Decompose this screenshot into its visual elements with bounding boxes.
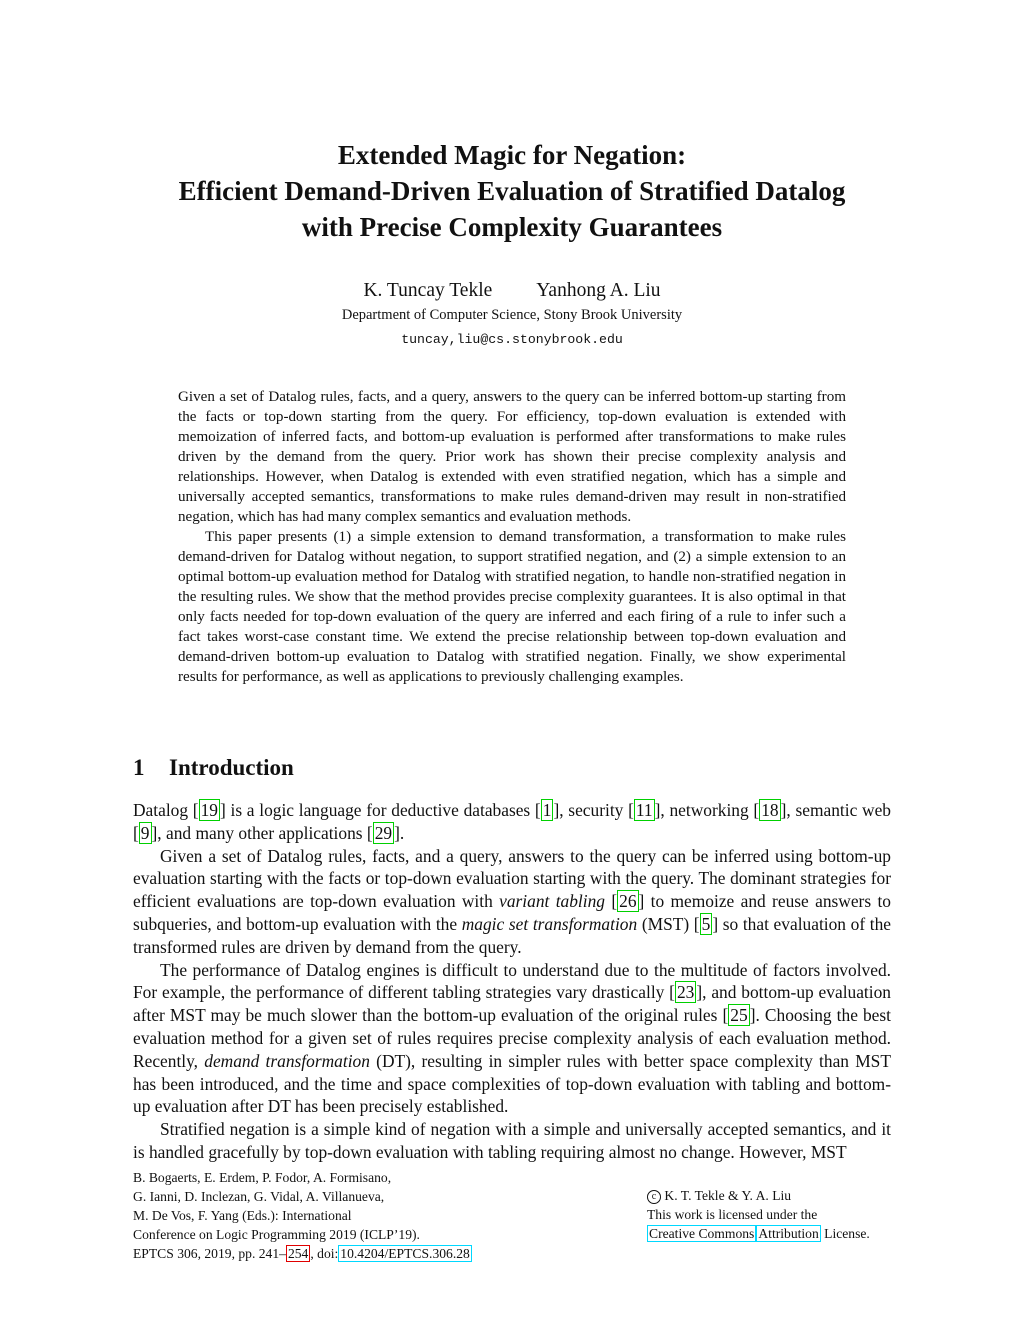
last-page-link[interactable]: 254 [287,1246,309,1261]
citation-link[interactable]: 29 [374,822,393,843]
section-title: Introduction [169,755,294,780]
title-line-3: with Precise Complexity Guarantees [301,212,723,242]
author-list [0,279,1024,303]
intro-paragraph-3: The performance of Datalog engines is difficult to understand due to the multitude of factors involved. For example, the performance of different tabling strategies vary drastically [ 23 ], and bottom-up evaluation after MST may be much slower than the bottom-up evaluation of the original rules [ 25 ]. Choosing the best evaluation method for a given set of rules requires precise complexity analysis of each evaluation method. Recently, demand transformation (DT), resulting in simpler rules with better space complexity than MST has been introduced, and the time and space complexities of top-down evaluation with tabling and bottom-up evaluation after DT has been precisely established. [133,959,892,1117]
affiliation: Department of Computer Science, Stony Brook University [341,307,683,323]
abstract-paragraph-1: Given a set of Datalog rules, facts, and a query, answers to the query can be inferred bottom-up starting from the facts or top-down starting from the query. For efficiency, top-down evaluation is extended with memoization of inferred facts, and bottom-up evaluation is performed after transformations to make rules driven by the demand from the query. Prior work has shown their precise complexity analysis and relationships. However, when Datalog is extended with even stratified negation, which has a simple and universally accepted semantics, transformations to make rules demand-driven may result in non-stratified negation, which has had many complex semantics and evaluation methods. [178,389,846,525]
citation-link[interactable]: 26 [619,891,637,912]
doi-link[interactable]: 10.4204/EPTCS.306.28 [340,1246,470,1261]
citation-link[interactable]: 25 [730,1005,748,1026]
attribution-link[interactable]: Attribution [758,1226,819,1241]
intro-paragraph-4: Stratified negation is a simple kind of negation with a simple and universally accepted semantics, and it is handled gracefully by top-down evaluation with tabling requiring almost no change. However, MST [133,1119,891,1162]
title-line-1: Extended Magic for Negation: [337,140,687,170]
author-1: K. Tuncay Tekle [363,280,493,301]
author-2: Yanhong A. Liu [536,280,661,301]
publication-info: B. Bogaerts, E. Erdem, P. Fodor, A. Formisano, G. Ianni, D. Inclezan, G. Vidal, A. Villanueva, M. De Vos, F. Yang (Eds.): International Conference on Logic Programming 2019 (ICLP’19). EPTCS 306, 2019, pp. 241– 254 , doi: 10.4204/EPTCS.306.28 [133,1170,470,1261]
citation-link[interactable]: 9 [140,822,150,843]
abstract [178,387,846,687]
citation-link[interactable]: 11 [635,800,653,820]
citation-link[interactable]: 5 [701,913,711,934]
citation-link[interactable]: 23 [676,982,695,1003]
intro-paragraph-1: Datalog [ 19 ] is a logic language for deductive databases [ 1 ], security [ 11 ], networking [ 18 ], semantic web [ 9 ], and many other applications [ 29 ]. [133,800,891,843]
copyright-icon: c [647,1190,661,1204]
paper-title [100,137,924,245]
intro-paragraph-2: Given a set of Datalog rules, facts, and a query, answers to the query can be inferred using bottom-up evaluation starting with the facts or top-down evaluation starting with the query. The dominant strategies for efficient evaluations are top-down evaluation with variant tabling [ 26 ] to memoize and reuse answers to subqueries, and bottom-up evaluation with the magic set transformation (MST) [ 5 ] so that evaluation of the transformed rules are driven by demand from the query. [133,845,892,957]
citation-link[interactable]: 1 [542,800,552,820]
citation-link[interactable]: 18 [761,800,779,820]
citation-link[interactable]: 19 [200,800,218,820]
section-number: 1 [133,755,145,780]
introduction-body [133,799,891,1164]
license-info: c K. T. Tekle & Y. A. Liu This work is licensed under the Creative Commons Attribution License. [647,1188,870,1241]
creative-commons-link[interactable]: Creative Commons [649,1226,755,1241]
author-email: tuncay,liu@cs.stonybrook.edu [401,332,623,347]
title-line-2: Efficient Demand-Driven Evaluation of Stratified Datalog [178,176,846,206]
section-heading [133,753,294,783]
abstract-paragraph-2: This paper presents (1) a simple extension to demand transformation, a transformation to make rules demand-driven for Datalog without negation, to support stratified negation, and (2) a simple extension to an optimal bottom-up evaluation method for Datalog with stratified negation, to handle non-stratified negation in the resulting rules. We show that the method provides precise complexity guarantees. It is also optimal in that only facts needed for top-down evaluation of the query are inferred and each firing of a rule to infer such a fact takes worst-case constant time. We extend the precise relationship between top-down evaluation and demand-driven bottom-up evaluation to Datalog with stratified negation. Finally, we show experimental results for performance, as well as applications to previously challenging examples. [178,529,846,685]
